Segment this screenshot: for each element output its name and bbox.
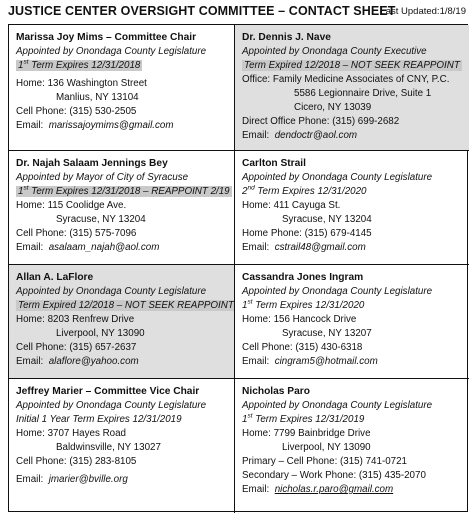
member-email-link[interactable]: cingram5@hotmail.com — [274, 356, 378, 367]
member-city-line: Syracuse, NY 13204 — [56, 214, 146, 225]
member-email-link[interactable]: asalaam_najah@aol.com — [48, 242, 160, 253]
member-name: Carlton Strail — [242, 158, 306, 169]
member-home-address: Home: 156 Hancock Drive — [242, 314, 357, 325]
member-appointed-by: Appointed by Onondaga County Legislature — [16, 400, 207, 411]
member-phone: Cell Phone: (315) 430-6318 — [242, 342, 363, 353]
member-phone: Cell Phone: (315) 283-8105 — [16, 456, 137, 467]
member-office-street: 5586 Legionnaire Drive, Suite 1 — [294, 88, 432, 99]
member-appointed-by: Appointed by Onondaga County Legislature — [242, 172, 433, 183]
member-term: Initial 1 Year Term Expires 12/31/2019 — [16, 414, 182, 425]
member-email-link[interactable]: marissajoymims@gmail.com — [48, 120, 174, 131]
member-phone: Cell Phone: (315) 530-2505 — [16, 106, 137, 117]
member-card-najah-jennings-bey — [9, 151, 235, 265]
member-name: Dr. Najah Salaam Jennings Bey — [16, 158, 168, 169]
last-updated: Last Updated:1/8/19 — [380, 6, 466, 17]
member-card-nicholas-paro — [235, 379, 469, 513]
page-title: JUSTICE CENTER OVERSIGHT COMMITTEE – CONTACT SHEET — [8, 4, 396, 18]
member-email-row: Email: dendoctr@aol.com — [242, 130, 358, 141]
member-email-link[interactable]: nicholas.r.paro@gmail.com — [274, 484, 394, 495]
member-phone: Cell Phone: (315) 575-7096 — [16, 228, 137, 239]
member-email-link[interactable]: alaflore@yahoo.com — [48, 356, 139, 367]
member-email-row: Email: marissajoymims@gmail.com — [16, 120, 174, 131]
member-appointed-by: Appointed by Onondaga County Legislature — [16, 46, 207, 57]
member-name: Jeffrey Marier – Committee Vice Chair — [16, 386, 200, 397]
member-term: 1st Term Expires 12/31/2018 — [18, 58, 141, 71]
member-appointed-by: Appointed by Mayor of City of Syracuse — [16, 172, 189, 183]
member-email-link[interactable]: dendoctr@aol.com — [274, 130, 358, 141]
member-term: Term Expired 12/2018 – NOT SEEK REAPPOINT — [244, 60, 460, 71]
member-term: Term Expired 12/2018 – NOT SEEK REAPPOINT — [18, 300, 234, 311]
member-phone: Cell Phone: (315) 657-2637 — [16, 342, 137, 353]
member-name: Allan A. LaFlore — [16, 272, 94, 283]
member-appointed-by: Appointed by Onondaga County Legislature — [242, 286, 433, 297]
member-home-address: Home: 3707 Hayes Road — [16, 428, 127, 439]
member-card-carlton-strail — [235, 151, 469, 265]
member-card-dennis-nave — [235, 25, 469, 151]
member-home-address: Home: 8203 Renfrew Drive — [16, 314, 135, 325]
member-appointed-by: Appointed by Onondaga County Legislature — [16, 286, 207, 297]
member-email-row: Email: nicholas.r.paro@gmail.com — [242, 484, 394, 495]
member-city-line: Syracuse, NY 13207 — [282, 328, 372, 339]
member-term: 2nd Term Expires 12/31/2020 — [242, 184, 367, 197]
member-office-city: Cicero, NY 13039 — [294, 102, 372, 113]
member-card-cassandra-ingram — [235, 265, 469, 379]
member-term: 1st Term Expires 12/31/2020 — [242, 298, 365, 311]
member-phone: Direct Office Phone: (315) 699-2682 — [242, 116, 400, 127]
member-office-address: Office: Family Medicine Associates of CNY, P.C. — [242, 74, 450, 85]
member-email-row: Email: jmarier@bville.org — [16, 474, 128, 485]
member-appointed-by: Appointed by Onondaga County Executive — [242, 46, 427, 57]
member-email-row: Email: cingram5@hotmail.com — [242, 356, 378, 367]
member-card-jeffrey-marier — [9, 379, 235, 513]
member-city-line: Manlius, NY 13104 — [56, 92, 139, 103]
member-city-line: Liverpool, NY 13090 — [56, 328, 145, 339]
member-term: 1st Term Expires 12/31/2019 — [242, 412, 365, 425]
member-email-row: Email: asalaam_najah@aol.com — [16, 242, 160, 253]
member-secondary-phone: Secondary – Work Phone: (315) 435-2070 — [242, 470, 426, 481]
member-email-link[interactable]: jmarier@bville.org — [48, 474, 128, 485]
member-name: Cassandra Jones Ingram — [242, 272, 364, 283]
member-home-address: Home: 411 Cayuga St. — [242, 200, 341, 211]
member-email-row: Email: cstrail48@gmail.com — [242, 242, 366, 253]
contact-grid — [8, 24, 468, 512]
member-home-address: Home: 7799 Bainbridge Drive — [242, 428, 371, 439]
member-name: Nicholas Paro — [242, 386, 310, 397]
page-header — [0, 4, 476, 22]
member-phone: Home Phone: (315) 679-4145 — [242, 228, 372, 239]
member-city-line: Syracuse, NY 13204 — [282, 214, 372, 225]
member-email-row: Email: alaflore@yahoo.com — [16, 356, 139, 367]
member-card-marissa-mims — [9, 25, 235, 151]
member-card-allan-laflore — [9, 265, 235, 379]
member-home-address: Home: 136 Washington Street — [16, 78, 147, 89]
member-name: Marissa Joy Mims – Committee Chair — [16, 32, 197, 43]
member-city-line: Baldwinsville, NY 13027 — [56, 442, 161, 453]
member-name: Dr. Dennis J. Nave — [242, 32, 331, 43]
member-appointed-by: Appointed by Onondaga County Legislature — [242, 400, 433, 411]
member-home-address: Home: 115 Coolidge Ave. — [16, 200, 127, 211]
member-primary-phone: Primary – Cell Phone: (315) 741-0721 — [242, 456, 408, 467]
member-term: 1st Term Expires 12/31/2018 – REAPPOINT 2/19 — [18, 184, 230, 197]
member-city-line: Liverpool, NY 13090 — [282, 442, 371, 453]
member-email-link[interactable]: cstrail48@gmail.com — [274, 242, 366, 253]
